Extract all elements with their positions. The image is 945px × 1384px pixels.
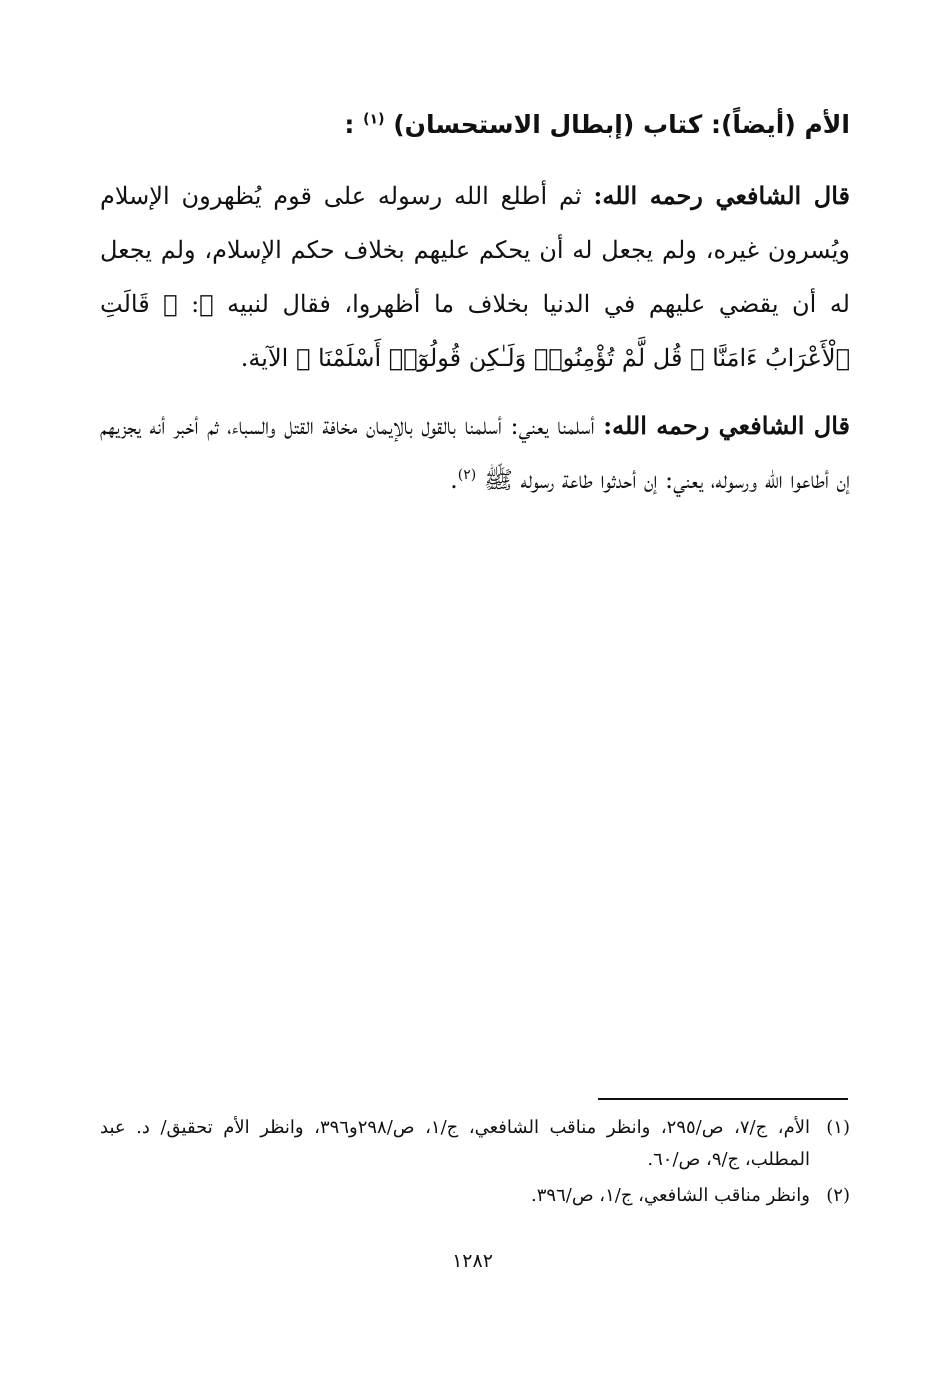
footnote-1 [100, 1112, 850, 1176]
footnote-2 [100, 1180, 850, 1212]
paragraph-2-text: أسلمنا يعني: أسلمنا بالقول بالإيمان مخافة القتل والسباء، ثم أخبر أنه يجزيهم إن أطاعوا الله ورسوله، يعني: إن أحدثوا طاعة رسوله ﷺ [100, 412, 850, 494]
footnote-1-number: (١) [826, 1117, 850, 1138]
page-number: ١٢٨٢ [452, 1250, 493, 1272]
paragraph-2 [100, 399, 850, 507]
paragraph-1-text: ثم أطلع الله رسوله على قوم يُظهرون الإسلام ويُسرون غيره، ولم يجعل له أن يحكم عليهم بخلاف حكم الإسلام، ولم يجعل له أن يقضي عليهم في الدنيا بخلاف ما أظهروا، فقال لنبيه ﷺ: ﴿ قَالَتِ ٱلْأَعْرَابُ ءَامَنَّا ۖ قُل لَّمْ تُؤْمِنُوا۟ وَلَـٰكِن قُولُوٓا۟ أَسْلَمْنَا ﴾ الآية. [100, 182, 850, 372]
footnote-2-number: (٢) [826, 1185, 850, 1206]
footnotes [100, 1112, 850, 1216]
heading-footnote-ref: (١) [363, 111, 385, 128]
paragraph-2-footnote-ref: (٢) [457, 467, 477, 483]
section-heading [100, 105, 850, 145]
heading-text: الأم (أيضاً): كتاب (إبطال الاستحسان) [393, 110, 850, 139]
paragraph-1 [100, 169, 850, 385]
paragraph-1-lead: قال الشافعي رحمه الله: [593, 181, 850, 210]
paragraph-2-period: . [450, 466, 458, 494]
heading-colon: : [344, 110, 355, 139]
footnote-1-text: الأم، ج/٧، ص/٢٩٥، وانظر مناقب الشافعي، ج/١، ص/٢٩٨و٣٩٦، وانظر الأم تحقيق/ د. عبد المطلب، ج/٩، ص/٦٠. [100, 1117, 810, 1170]
page-body [100, 105, 850, 521]
footnote-separator [598, 1098, 848, 1100]
paragraph-2-lead: قال الشافعي رحمه الله: [603, 411, 850, 440]
footnote-2-text: وانظر مناقب الشافعي، ج/١، ص/٣٩٦. [531, 1185, 810, 1206]
